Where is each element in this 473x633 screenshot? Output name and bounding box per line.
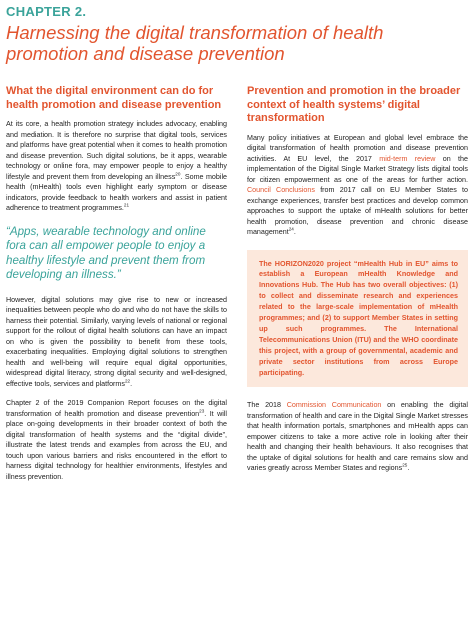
highlight-box — [247, 250, 468, 388]
footnote-ref[interactable]: 24 — [288, 226, 294, 232]
right-p2-a: The 2018 — [247, 401, 287, 410]
right-paragraph-1 — [247, 133, 468, 238]
footnote-ref[interactable]: 22 — [124, 378, 131, 384]
chapter-label: CHAPTER 2. — [6, 4, 87, 19]
left-p2-text: However, digital solutions may give rise to new or increased inequalities between people who do and who do not have the skills to harness their potential. Similarly, varying levels of national or regional support for the rollout of digital health solutions can have an impact on who is given the possibility to benefit from these tools, exacerbating inequalities. Employing digital solutions to strengthen health and well-being will require equal digital opportunities, widespread digital literacy, strong digital security and well-designed, effective tools, services and platforms — [6, 295, 227, 388]
left-column — [6, 85, 227, 482]
page-title: Harnessing the digital transformation of health promotion and disease prevention — [6, 22, 384, 64]
right-p2-b: on enabling the digital transformation of health and care in the Digital Single Market stresses that health information portals, smartphones and mHealth apps can empower citizens to take a more active role in looking after their health and changing their health behaviours. It also recognises that the uptake of digital solutions for health and care remains slow and varies greatly across Member States and regions — [247, 401, 468, 473]
right-p2-end: . — [407, 464, 410, 473]
left-paragraph-1 — [6, 119, 227, 214]
footnote-ref[interactable]: 25 — [402, 463, 408, 469]
left-p3-text: Chapter 2 of the 2019 Companion Report focuses on the digital transformation of health promotion and disease prevention — [6, 399, 227, 418]
right-p1-c: from 2017 call on EU Member States to exchange experiences, transfer best practices and develop common approaches to support the uptake of mHealth solutions for better health promotion, disease prevention and chronic disease management — [247, 186, 468, 236]
left-p3-text-b: . It will place on-going developments in their broader context of both the digital transformation of health systems and the “digital divide”, illustrate the latest trends and examples from across the EU, and touch upon various barriers and risks encountered in the effort to harness digital technology for healthier environments, lifestyles and illness prevention. — [6, 409, 227, 481]
pull-quote: “Apps, wearable technology and online fora can all empower people to enjoy a healthy lifestyle and prevent them from developing an illness.” — [6, 224, 206, 281]
right-p1-a: Many policy initiatives at European and global level embrace the digital transformation of health promotion and disease prevention activities. At EU level, the 2017 — [247, 133, 468, 163]
left-section-heading: What the digital environment can do for health promotion and disease prevention — [6, 85, 222, 111]
right-section-heading: Prevention and promotion in the broader context of health systems’ digital transformation — [247, 85, 461, 124]
footnote-ref[interactable]: 20 — [175, 171, 181, 177]
footnote-ref[interactable]: 23 — [199, 408, 205, 414]
right-p1-end: . — [293, 228, 296, 236]
mid-term-review-link[interactable]: mid-term review — [379, 154, 436, 163]
right-p1-b: on the implementation of the Digital Single Market Strategy lists digital tools for citizen empowerment as one of the areas for further action. — [247, 154, 468, 184]
left-p1-text: At its core, a health promotion strategy includes advocacy, enabling and mediation. It is therefore no surprise that digital tools, services and platforms have great potential when it comes to health promotion and disease prevention. Such digital solutions, be it apps, wearable technology or online fora, may empower people to enjoy a healthy lifestyle and prevent them from developing an illness — [6, 120, 227, 181]
left-p2-end: . — [130, 379, 133, 388]
left-paragraph-3 — [6, 398, 227, 482]
right-paragraph-2 — [247, 400, 468, 474]
commission-communication-link[interactable]: Commission Communication — [286, 401, 382, 410]
footnote-ref[interactable]: 21 — [123, 202, 130, 208]
left-p1-text-b: . Some mobile health (mHealth) tools even highlight early symptom or disease indicators, provide feedback to health workers and assist in patient adherence to treatment programmes. — [6, 172, 228, 212]
left-paragraph-2 — [6, 295, 227, 390]
right-column — [247, 85, 468, 474]
highlight-box-text: The HORIZON2020 project “mHealth Hub in EU” aims to establish a European mHealth Knowledge and Innovations Hub. The Hub has two overall objectives: (1) to collect and disseminate research and experiences related to the large-scale implementation of mHealth programmes; and (2) to support Member States in setting up such programmes. The International Telecommunications Union (ITU) and the WHO coordinate this project, with a group of governmental, academic and private sector institutions from across Europe participating. — [259, 258, 458, 377]
council-conclusions-link[interactable]: Council Conclusions — [247, 186, 315, 194]
